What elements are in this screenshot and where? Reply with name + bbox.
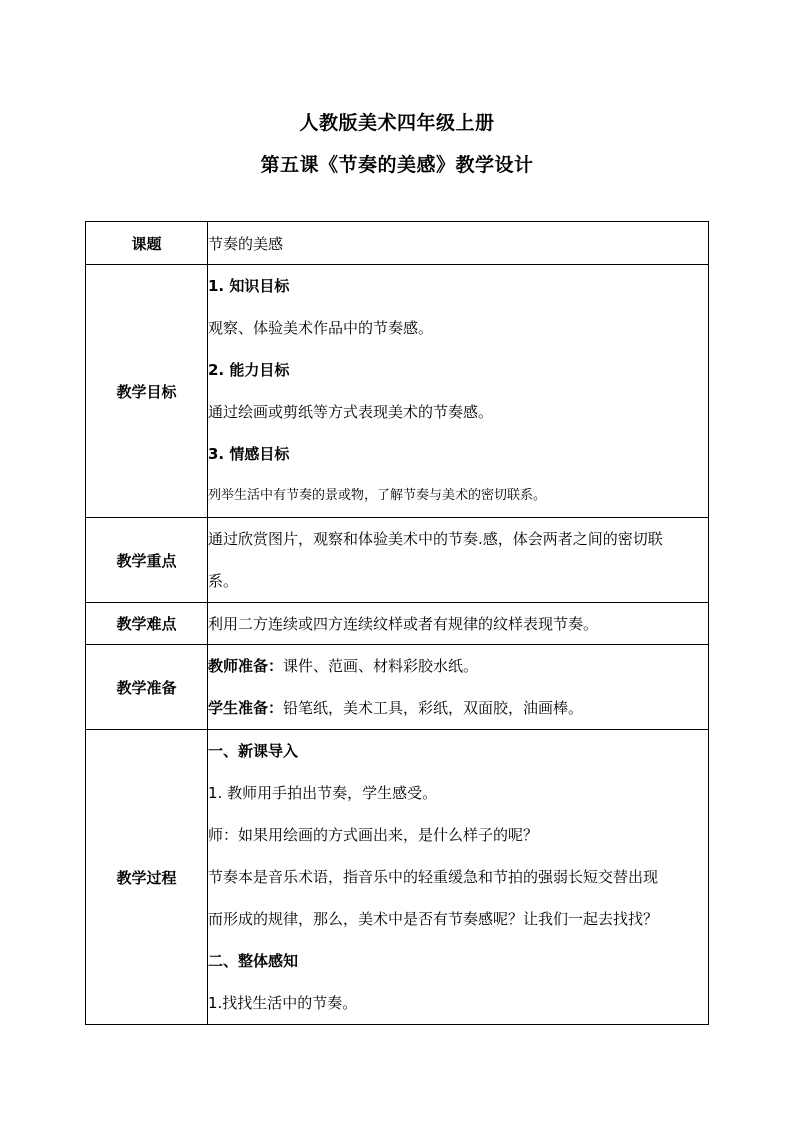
objectives-label: 教学目标: [86, 265, 208, 518]
table-row-process: [86, 730, 709, 1025]
process-text-3a: 节奏本是音乐术语，指音乐中的轻重缓急和节拍的强弱长短交替出现: [208, 868, 659, 886]
objectives-content: [208, 265, 709, 518]
table-row-topic: [86, 222, 709, 265]
document-title: 人教版美术四年级上册: [299, 112, 495, 134]
difficulties-value: 利用二方连续或四方连续纹样或者有规律的纹样表现节奏。: [208, 603, 709, 645]
table-row-key-points: [86, 518, 709, 603]
process-text-2: 师：如果用绘画的方式画出来，是什么样子的呢？: [208, 826, 539, 844]
table-row-preparation: [86, 645, 709, 730]
key-points-content: [208, 518, 709, 603]
topic-label: 课题: [86, 222, 208, 265]
process-text-1: 1. 教师用手拍出节奏，学生感受。: [208, 784, 438, 802]
student-preparation: [208, 687, 708, 729]
objective-text-emotion: 列举生活中有节奏的景或物，了解节奏与美术的密切联系。: [208, 488, 547, 503]
objective-text-knowledge: 观察、体验美术作品中的节奏感。: [208, 319, 434, 337]
process-heading-intro: 一、新课导入: [208, 742, 299, 760]
teacher-preparation-label: 教师准备：: [208, 657, 284, 675]
objective-heading-knowledge: 1. 知识目标: [208, 277, 290, 295]
key-points-line-1: 通过欣赏图片，观察和体验美术中的节奏.感，体会两者之间的密切联: [208, 530, 663, 548]
lesson-plan-table: [85, 221, 709, 1025]
process-text-4: 1.找找生活中的节奏。: [208, 994, 358, 1012]
objective-heading-emotion: 3. 情感目标: [208, 445, 290, 463]
key-points-line-2: 系。: [208, 572, 239, 590]
process-content: [208, 730, 709, 1025]
table-row-difficulties: [86, 603, 709, 645]
process-label: 教学过程: [86, 730, 208, 1025]
key-points-label: 教学重点: [86, 518, 208, 603]
preparation-content: [208, 645, 709, 730]
student-preparation-label: 学生准备：: [208, 699, 284, 717]
objective-text-ability: 通过绘画或剪纸等方式表现美术的节奏感。: [208, 403, 494, 421]
table-row-objectives: [86, 265, 709, 518]
teacher-preparation: [208, 645, 708, 687]
objective-heading-ability: 2. 能力目标: [208, 361, 290, 379]
process-text-3b: 而形成的规律，那么，美术中是否有节奏感呢？让我们一起去找找？: [208, 910, 659, 928]
process-heading-overall: 二、整体感知: [208, 952, 299, 970]
teacher-preparation-value: 课件、范画、材料彩胶水纸。: [283, 657, 479, 675]
preparation-label: 教学准备: [86, 645, 208, 730]
difficulties-label: 教学难点: [86, 603, 208, 645]
topic-value: 节奏的美感: [208, 222, 709, 265]
student-preparation-value: 铅笔纸，美术工具，彩纸，双面胶，油画棒。: [283, 699, 584, 717]
document-subtitle: 第五课《节奏的美感》教学设计: [260, 154, 534, 176]
